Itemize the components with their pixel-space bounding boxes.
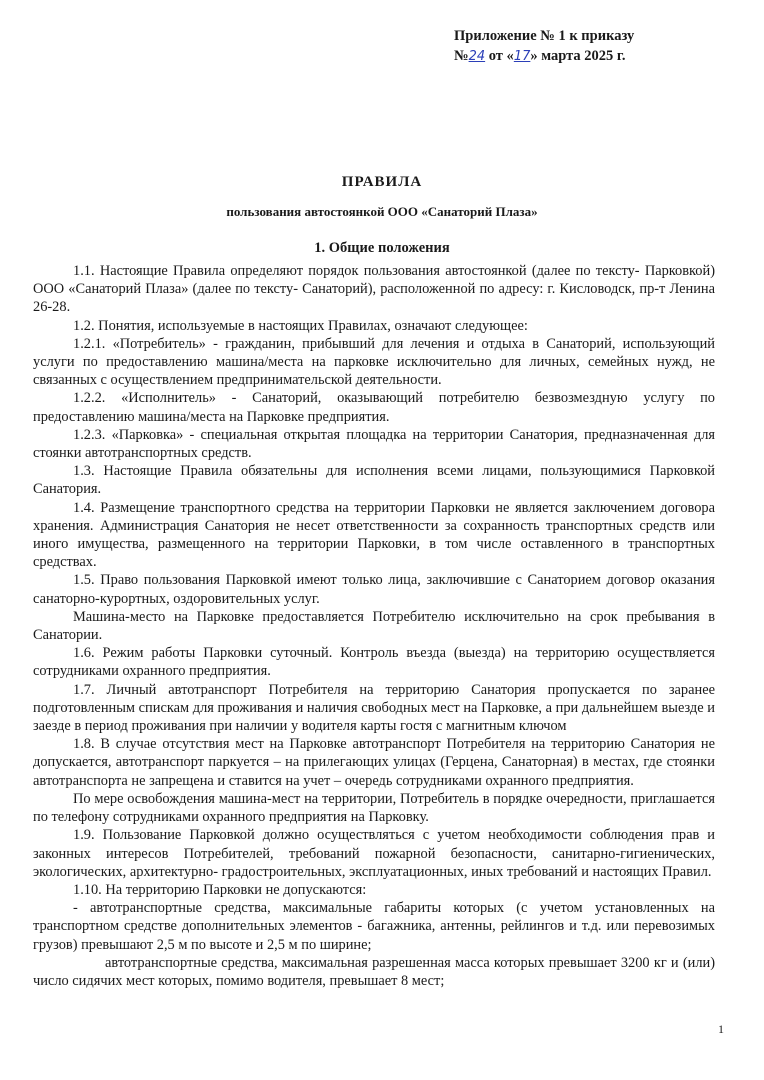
paragraph: - автотранспортные средства, максимальные габариты которых (с учетом установленных на транспортном средстве дополнительных элементов - багажника, антенны, рейлингов и т.д. или перевозимых грузов) превышают 2,5 м по высоте и 2,5 м по ширине; xyxy=(33,900,715,953)
order-number-handwritten: 24 xyxy=(468,49,486,64)
number-sign: № xyxy=(454,48,469,64)
paragraph: 1.7. Личный автотранспорт Потребителя на территорию Санатория пропускается по заранее подготовленным спискам для проживания и наличия свободных мест на Парковке, а при дальнейшем выезде и заезде в период проживания при наличии у водителя карты гостя с магнитным ключом xyxy=(33,681,715,735)
paragraph: 1.2. Понятия, используемые в настоящих Правилах, означают следующее: xyxy=(73,317,528,334)
paragraph: По мере освобождения машина-мест на территории, Потребитель в порядке очередности, приглашается по телефону сотрудниками охранного предприятия на Парковку. xyxy=(33,790,715,826)
paragraph: 1.2.2. «Исполнитель» - Санаторий, оказывающий потребителю безвозмездную услугу по предоставлению машина/места на Парковке предприятия. xyxy=(33,390,715,425)
document-subtitle: пользования автостоянкой ООО «Санаторий Плаза» xyxy=(226,204,538,219)
order-reference xyxy=(454,46,754,67)
paragraph: автотранспортные средства, максимальная разрешенная масса которых превышает 3200 кг и (или) число сидячих мест которых, помимо водителя, превышает 8 мест; xyxy=(33,954,715,989)
paragraph: 1.6. Режим работы Парковки суточный. Контроль въезда (выезда) на территорию осуществляется сотрудниками охранного предприятия. xyxy=(33,645,715,680)
paragraph: 1.9. Пользование Парковкой должно осуществляться с учетом необходимости соблюдения прав и законных интересов Потребителей, требований пожарной безопасности, санитарно-гигиенических, экологических, архитектурно- градостроительных, эксплуатационных, иных требований и настоящих Правил. xyxy=(33,827,715,880)
paragraph: 1.2.1. «Потребитель» - гражданин, прибывший для лечения и отдыха в Санаторий, использующий услуги по предоставлению машина/места на парковке исключительно для личных, семейных нужд, не связанных с осуществлением предпринимательской деятельности. xyxy=(33,335,715,389)
section-heading: 1. Общие положения xyxy=(314,240,450,256)
appendix-header xyxy=(454,26,754,67)
paragraph: 1.1. Настоящие Правила определяют порядок пользования автостоянкой (далее по тексту- Парковкой) ООО «Санаторий Плаза» (далее по тексту- Санаторий), расположенной по адресу: г. Кисловодск, пр-т Ленина 26-28. xyxy=(33,263,715,316)
paragraph: 1.2.3. «Парковка» - специальная открытая площадка на территории Санатория, предназначенная для стоянки автотранспортных средств. xyxy=(33,426,715,462)
page-number: 1 xyxy=(718,1022,724,1036)
paragraph: 1.5. Право пользования Парковкой имеют только лица, заключившие с Санаторием договор оказания санаторно-курортных, оздоровительных услуг. xyxy=(33,572,715,607)
paragraph: 1.10. На территорию Парковки не допускаются: xyxy=(73,881,367,898)
month-year: » марта 2025 г. xyxy=(530,48,626,64)
document-body xyxy=(33,262,715,990)
paragraph: 1.4. Размещение транспортного средства на территории Парковки не является заключением договора хранения. Администрация Санатория не несет ответственности за сохранность транспортных средств или иного имущества, размещенного на территории Парковки, в том числе оставленного в транспортных средствах. xyxy=(33,499,715,571)
from-text: от « xyxy=(485,48,514,64)
order-day-handwritten: 17 xyxy=(513,49,531,64)
document-title: ПРАВИЛА xyxy=(341,174,423,190)
paragraph: 1.3. Настоящие Правила обязательны для исполнения всеми лицами, пользующимися Парковкой Санатория. xyxy=(33,463,715,498)
appendix-line: Приложение № 1 к приказу xyxy=(454,28,635,44)
paragraph: 1.8. В случае отсутствия мест на Парковке автотранспорт Потребителя на территорию Санатория не допускается, автотранспорт паркуется – на прилегающих улицах (Герцена, Санаторная) в местах, где стоянки автотранспорта не запрещена и ставится на учет – очередь сотрудниками охранного предприятия. xyxy=(33,736,715,789)
paragraph: Машина-место на Парковке предоставляется Потребителю исключительно на срок пребывания в Санатории. xyxy=(33,608,715,644)
